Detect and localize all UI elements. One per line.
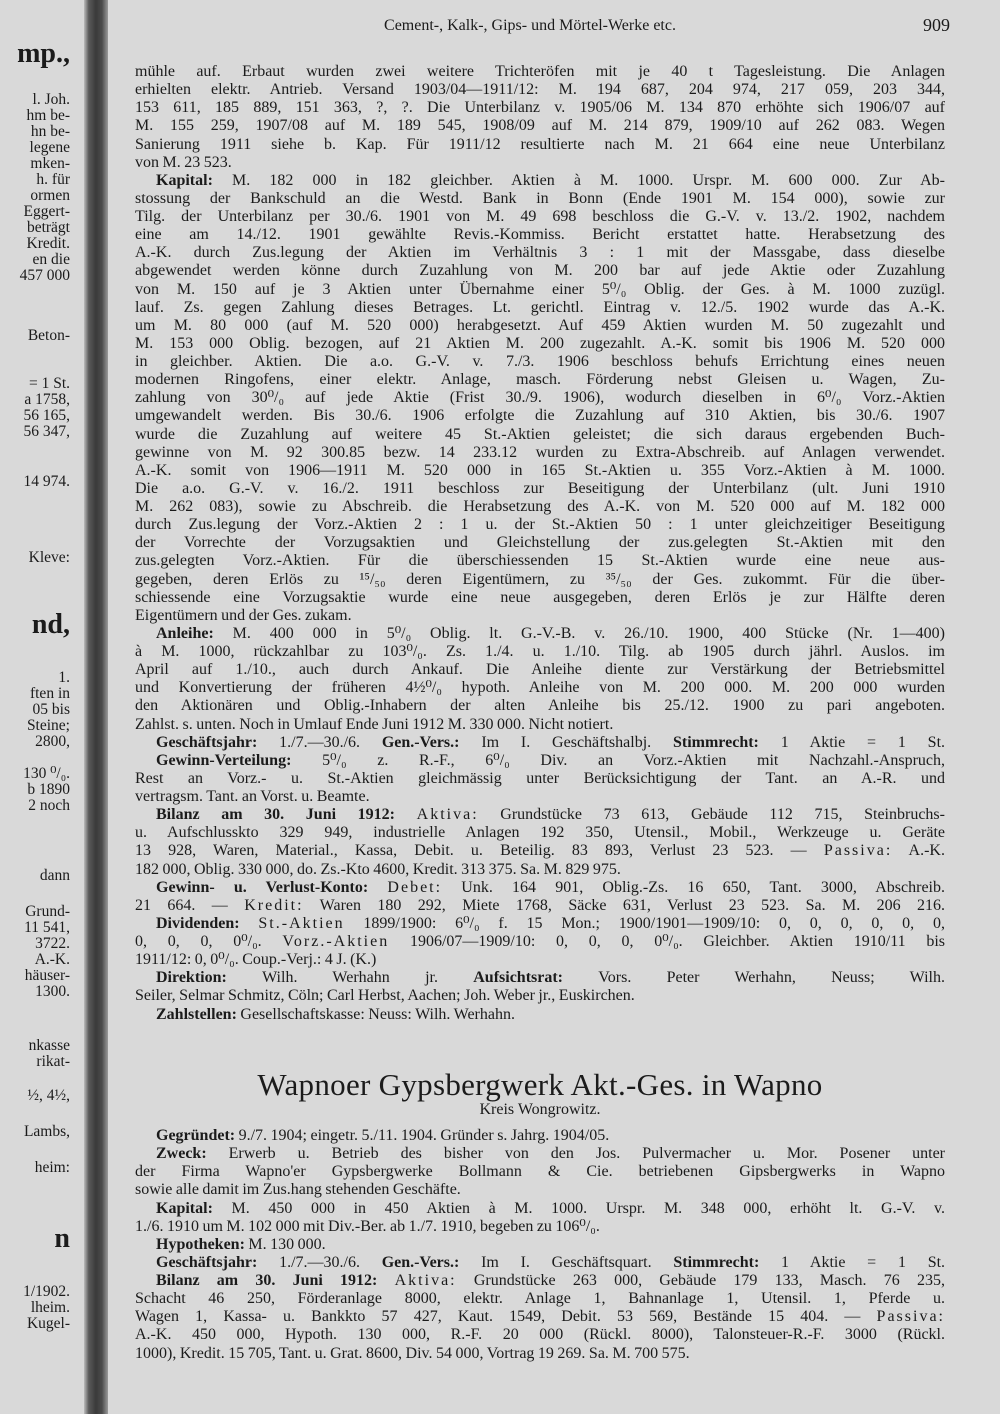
text-line: [135, 716, 945, 734]
fragment-text: = 1 St.: [28, 375, 70, 392]
fragment-text: Grund-: [25, 903, 70, 920]
section-label: Anleihe:: [156, 624, 233, 642]
body-text: sowie alle damit im Zus.hang stehenden Geschäfte.: [135, 1181, 461, 1199]
text-line: [135, 806, 945, 824]
body-text: Unk. 164 901, Oblig.-Zs. 16 650, Tant. 3000, Abschreib.: [442, 878, 945, 896]
text-line: [135, 951, 945, 969]
body-text: Waren 180 292, Miete 1768, Säcke 631, Verlust 23 523. Sa. M. 206 216.: [303, 896, 945, 914]
text-line: [135, 226, 945, 244]
running-header: Cement-, Kalk-, Gips- und Mörtel-Werke etc.: [384, 17, 676, 34]
text-line: [135, 262, 945, 280]
fragment-text: mp.,: [17, 38, 70, 69]
text-line: [135, 244, 945, 262]
body-text: und Konvertierung der früheren 4½⁰/₀ hypoth. Anleihe von M. 200 000. M. 200 000 wurden: [135, 679, 945, 697]
body-text: 13 928, Waren, Material., Kassa, Debit. u. Beteilig. 83 893, Verlust 23 523. —: [135, 842, 824, 860]
fragment-text: Kleve:: [28, 549, 70, 566]
text-line: [135, 190, 945, 208]
spaced-label: Passiva:: [876, 1308, 945, 1326]
fragment-text: heim:: [34, 1159, 70, 1176]
body-text: mühle auf. Erbaut wurden zwei weitere Trichteröfen mit je 40 t Tagesleistung. Die Anlagen: [135, 63, 945, 80]
body-text: Im I. Geschäftshalbj.: [481, 733, 673, 751]
text-line: [135, 1127, 945, 1145]
fragment-text: A.-K.: [34, 951, 70, 968]
text-line: [135, 136, 945, 154]
section-label: Gen.-Vers.:: [381, 1253, 482, 1271]
body-text: 5⁰/₀ z. R.-F., 6⁰/₀ Div. an Vorz.-Aktien mit Nachzahl.-Anspruch,: [322, 751, 945, 769]
body-text: um M. 80 000 (auf M. 520 000) herabgesetzt. Auf 459 Aktien wurden M. 50 zugezahlt und: [135, 316, 945, 334]
body-text: vertragsm. Tant. an Vorst. u. Beamte.: [135, 788, 370, 805]
book-binding-gutter: [84, 0, 108, 1414]
text-line: [135, 1181, 945, 1199]
body-text: Zahlst. s. unten. Noch in Umlauf Ende Juni 1912 M. 330 000. Nicht notiert.: [135, 715, 614, 733]
body-text: Grundstücke 263 000, Gebäude 179 133, Masch. 76 235,: [456, 1272, 945, 1289]
text-line: [135, 571, 945, 589]
section-label: Kapital:: [156, 171, 233, 189]
fragment-text: legene: [29, 139, 70, 156]
section-label: Kapital:: [156, 1199, 232, 1217]
body-text: schiessende eine Vorzugsaktie wurde eine neue ausgegeben, deren Erlös je zur Hälfte deren: [135, 588, 945, 606]
fragment-text: b 1890: [27, 781, 70, 798]
body-text: wurde die Zuzahlung auf weitere 45 St.-Aktien geleistet; die sich daraus ergebenden Buch-: [135, 425, 945, 443]
section-label: Zweck:: [156, 1145, 229, 1163]
section-label: Direktion:: [156, 969, 263, 987]
text-line: [135, 824, 945, 842]
text-line: [135, 498, 945, 516]
fragment-text: l. Joh.: [32, 91, 70, 108]
fragment-text: 457 000: [19, 267, 70, 284]
section-label: Gewinn-Verteilung:: [156, 751, 323, 769]
fragment-text: rikat-: [36, 1053, 70, 1070]
page-number: 909: [923, 15, 950, 35]
text-line: [135, 969, 945, 987]
body-text: 1899/1900: 6⁰/₀ f. 15 Mon.; 1900/1901—1909/10: 0, 0, 0, 0, 0, 0,: [344, 914, 945, 932]
text-line: [135, 589, 945, 607]
section-label: Stimmrecht:: [672, 733, 781, 751]
body-text: Rest an Vorz.- u. St.-Aktien gleichmässig unter Berücksichtigung der Tant. an A.-R. und: [135, 769, 945, 787]
fragment-text: a 1758,: [24, 391, 70, 408]
text-line: [135, 1163, 945, 1181]
body-text: stossung der Bankschuld an die Westd. Bank in Bonn (Ende 1901 M. 154 000), sowie zur: [135, 189, 945, 207]
text-line: [135, 1218, 945, 1236]
fragment-text: Eggert-: [23, 203, 70, 220]
text-line: [135, 1145, 945, 1163]
body-text: in gleichber. Aktien. Die a.o. G.-V. v. 7./3. 1906 beschloss behufs Errichtung eines neuen: [135, 353, 945, 370]
body-text: Seiler, Selmar Schmitz, Cöln; Carl Herbst, Aachen; Joh. Weber jr., Euskirchen.: [135, 987, 635, 1005]
body-text: zus.gelegten Vorz.-Aktien. Für die überschiessenden 15 St.-Aktien wurde eine neue aus-: [135, 552, 945, 570]
spaced-label: Debet:: [387, 878, 443, 896]
text-line: [135, 643, 945, 661]
text-line: [135, 842, 945, 860]
fragment-text: ften in: [29, 685, 70, 702]
spaced-label: Aktiva:: [416, 806, 479, 824]
body-text: gegeben, deren Erlös zu ¹⁵/₅₀ deren Eigentümern, zu ³⁵/₅₀ der Ges. zukommt. Für die über-: [135, 570, 945, 588]
text-line: [135, 1290, 945, 1308]
body-text: M. 155 259, 1907/08 auf M. 189 545, 1908/09 auf M. 214 879, 1909/10 auf 262 083. Wegen: [135, 117, 945, 135]
fragment-text: ½, 4½,: [27, 1087, 70, 1104]
body-text: gewinne von M. 92 300.85 bezw. 14 233.12 wurden zu Extra-Abschreib. auf Anlagen verwendet.: [135, 443, 945, 461]
text-line: [135, 1254, 945, 1272]
body-text: M. 130 000.: [248, 1235, 326, 1253]
text-line: [135, 208, 945, 226]
body-text: Eigentümern und der Ges. zukam.: [135, 606, 352, 624]
body-text: M. 182 000 in 182 gleichber. Aktien à M. 1000. Urspr. M. 600 000. Zur Ab-: [232, 171, 945, 189]
spaced-label: Aktiva:: [394, 1272, 457, 1289]
fragment-text: 2800,: [35, 733, 70, 750]
fragment-text: 1/1902.: [23, 1283, 70, 1300]
text-line: [135, 1006, 945, 1024]
text-line: [135, 552, 945, 570]
text-line: [135, 407, 945, 425]
section-label: Bilanz am 30. Juni 1912:: [156, 1272, 395, 1289]
company-entry-werhahn: [135, 63, 945, 1024]
text-line: [135, 281, 945, 299]
fragment-text: Kredit.: [26, 235, 70, 252]
adjacent-page-fragment: [0, 0, 70, 1414]
fragment-text: 1.: [58, 669, 70, 686]
fragment-text: dann: [39, 867, 70, 884]
fragment-text: beträgt: [26, 219, 70, 236]
spaced-label: Passiva:: [823, 842, 893, 860]
text-line: [135, 734, 945, 752]
section-label: Dividenden:: [156, 914, 259, 932]
fragment-text: ormen: [30, 187, 70, 204]
fragment-text: 130 ⁰/₀.: [23, 765, 70, 782]
text-line: [135, 697, 945, 715]
fragment-text: 3722.: [35, 935, 70, 952]
text-line: [135, 299, 945, 317]
section-label: Stimmrecht:: [673, 1253, 782, 1271]
body-text: 0, 0, 0, 0⁰/₀.: [135, 933, 283, 950]
section-label: Geschäftsjahr:: [156, 733, 280, 751]
text-line: [135, 335, 945, 353]
fragment-text: 11 541,: [24, 919, 70, 936]
text-line: [135, 879, 945, 897]
body-text: 21 664. —: [135, 896, 245, 914]
fragment-text: lheim.: [30, 1299, 70, 1316]
fragment-text: häuser-: [24, 967, 70, 984]
body-text: der Vorrechte der Vorzugsaktien und Gleichstellung der zus.gelegten St.-Aktien mit den: [135, 534, 945, 552]
body-text: von M. 150 auf je 3 Aktien unter Übernahme einer 5⁰/₀ Oblig. der Ges. à M. 1000 zuzügl.: [135, 280, 945, 298]
fragment-text: 56 165,: [23, 407, 70, 424]
body-text: Im I. Geschäftsquart.: [481, 1253, 674, 1271]
text-line: [135, 752, 945, 770]
body-text: eine am 14./12. 1901 gewählte Revis.-Kommiss. Bericht erstattet hatte. Herabsetzung des: [135, 226, 945, 244]
text-line: [135, 1308, 945, 1326]
body-text: 9./7. 1904; eingetr. 5./11. 1904. Gründer s. Jahrg. 1904/05.: [238, 1127, 610, 1144]
fragment-text: n: [54, 1223, 70, 1254]
text-line: [135, 81, 945, 99]
body-text: Wagen 1, Kassa- u. Bankkto 57 427, Kaut. 1549, Debit. 53 569, Bestände 15 404. —: [135, 1308, 877, 1326]
text-line: [135, 1236, 945, 1254]
body-text: Grundstücke 73 613, Gebäude 112 715, Steinbruchs-: [478, 806, 945, 824]
section-label: Gen.-Vers.:: [381, 733, 482, 751]
body-text: A.-K. somit von 1906—1911 M. 520 000 in 165 St.-Aktien u. 355 Vorz.-Aktien à M. 1000.: [135, 461, 945, 479]
text-line: [135, 933, 945, 951]
section-label: Gegründet:: [156, 1127, 239, 1144]
fragment-text: mken-: [30, 155, 70, 172]
section-label: Zahlstellen:: [156, 1005, 241, 1023]
body-text: Erwerb u. Betrieb des bisher von den Jos. Pulvermacher u. Mor. Posener unter: [228, 1145, 945, 1163]
text-line: [135, 987, 945, 1005]
section-label: Geschäftsjahr:: [156, 1253, 280, 1271]
body-text: modernen Ringofens, einer elektr. Anlage, masch. Förderung nebst Gleisen u. Wagen, Zu-: [135, 371, 945, 389]
body-text: 1 Aktie = 1 St.: [781, 1253, 945, 1271]
section-label: Aufsichtsrat:: [473, 969, 599, 987]
text-line: [135, 1200, 945, 1218]
text-line: [135, 426, 945, 444]
body-text: A.-K. 450 000, Hypoth. 130 000, R.-F. 20 000 (Rückl. 8000), Talonsteuer-R.-F. 3000 (Rückl.: [135, 1326, 945, 1344]
body-text: u. Aufschlusskto 329 949, industrielle Anlagen 192 350, Utensil., Mobil., Werkzeuge u. Geräte: [135, 824, 945, 842]
text-line: [135, 389, 945, 407]
fragment-text: 14 974.: [23, 473, 70, 490]
fragment-text: Lambs,: [23, 1123, 70, 1140]
body-text: 1./7.—30./6.: [279, 1253, 382, 1271]
body-text: à M. 1000, rückzahlbar zu 103⁰/₀. Zs. 1./4. u. 1./10. Tilg. ab 1905 durch jährl. Auslos. im: [135, 643, 945, 660]
fragment-text: Kugel-: [26, 1315, 70, 1332]
text-line: [135, 480, 945, 498]
text-line: [135, 897, 945, 915]
body-text: 1./6. 1910 um M. 102 000 mit Div.-Ber. ab 1./7. 1910, begeben zu 106⁰/₀.: [135, 1217, 600, 1235]
text-line: [135, 154, 945, 172]
body-text: Die a.o. G.-V. v. 16./2. 1911 beschloss zur Beseitigung der Unterbilanz (ult. Juni 1910: [135, 479, 945, 497]
text-line: [135, 516, 945, 534]
body-text: umgewandelt werden. Bis 30./6. 1906 erfolgte die Zuzahlung auf 310 Aktien, bis 30./6. 1907: [135, 407, 945, 425]
body-text: 182 000, Oblig. 330 000, do. Zs.-Kto 4600, Kredit. 313 375. Sa. M. 829 975.: [135, 860, 621, 878]
fragment-text: en die: [32, 251, 70, 268]
body-text: der Firma Wapno'er Gypsbergwerke Bollmann & Cie. betriebenen Gipsbergwerks in Wapno: [135, 1163, 945, 1181]
text-line: [135, 915, 945, 933]
body-text: 1911/12: 0, 0⁰/₀. Coup.-Verj.: 4 J. (K.): [135, 951, 377, 969]
fragment-text: hm be-: [26, 107, 70, 124]
body-text: 153 611, 185 889, 151 363, ?, ?. Die Unterbilanz v. 1905/06 M. 134 870 erhöhte sich 1906/07 auf: [135, 99, 945, 117]
text-line: [135, 861, 945, 879]
fragment-text: 1300.: [35, 983, 70, 1000]
text-line: [135, 117, 945, 135]
body-text: Tilg. der Unterbilanz per 30./6. 1901 von M. 49 698 beschloss die G.-V. v. 13./2. 1902, nachdem: [135, 208, 945, 225]
body-text: A.-K.: [892, 842, 945, 860]
company-subtitle: Kreis Wongrowitz.: [479, 1101, 601, 1118]
body-text: zahlung von 30⁰/₀ auf jede Aktie (Frist 30./9. 1906), wodurch dieselben in 6⁰/₀ Vorz.-Aktien: [135, 389, 945, 407]
body-text: von M. 23 523.: [135, 153, 232, 171]
spaced-label: Kredit:: [244, 896, 304, 914]
body-text: lauf. Zs. gegen Zahlung dieses Betrages. Lt. gerichtl. Eintrag v. 12./5. 1902 wurde das A.-K.: [135, 298, 945, 316]
body-text: Vors. Peter Werhahn, Neuss; Wilh.: [598, 969, 945, 987]
text-line: [135, 99, 945, 117]
fragment-text: Beton-: [27, 327, 70, 344]
text-line: [135, 462, 945, 480]
body-text: April auf 1./10., auch durch Ankauf. Die Anleihe diente zur Verstärkung der Betriebsmittel: [135, 661, 945, 679]
body-text: Schacht 46 250, Förderanlage 8000, elektr. Anlage 1, Bahnanlage 1, Utensil. 1, Pferde u.: [135, 1290, 945, 1308]
text-line: [135, 661, 945, 679]
text-line: [135, 317, 945, 335]
text-line: [135, 172, 945, 190]
company-title: Wapnoer Gypsbergwerk Akt.-Ges. in Wapno: [257, 1067, 823, 1102]
body-text: M. 450 000 in 450 Aktien à M. 1000. Urspr. M. 348 000, erhöht lt. G.-V. v.: [231, 1199, 945, 1217]
section-label: Bilanz am 30. Juni 1912:: [156, 806, 417, 824]
fragment-text: 56 347,: [23, 423, 70, 440]
body-text: erhielten elektr. Antrieb. Versand 1903/04—1911/12: M. 194 687, 204 974, 217 059, 203 344,: [135, 81, 945, 99]
text-line: [135, 534, 945, 552]
text-line: [135, 770, 945, 788]
body-text: M. 262 083), sowie zu Abschreib. die Herabsetzung des A.-K. von M. 520 000 auf M. 182 000: [135, 498, 945, 515]
body-text: Sanierung 1911 siehe b. Kap. Für 1911/12 resultierte nach M. 21 664 eine neue Unterbilanz: [135, 135, 945, 153]
text-line: [135, 63, 945, 81]
section-label: Gewinn- u. Verlust-Konto:: [156, 878, 388, 896]
text-line: [135, 444, 945, 462]
text-line: [135, 371, 945, 389]
body-text: 1./7.—30./6.: [279, 733, 382, 751]
text-line: [135, 607, 945, 625]
body-text: A.-K. durch Zus.legung der Aktien im Verhältnis 3 : 1 mit der Massgabe, dass dieselbe: [135, 244, 945, 262]
text-line: [135, 679, 945, 697]
fragment-text: nkasse: [28, 1037, 70, 1054]
body-text: abgewendet werden könne durch Zuzahlung von M. 200 bar auf jede Aktie oder Zuzahlung: [135, 262, 945, 280]
fragment-text: hn be-: [30, 123, 70, 140]
text-line: [135, 1345, 945, 1363]
section-label: Hypotheken:: [156, 1235, 249, 1253]
body-text: 1000), Kredit. 15 705, Tant. u. Grat. 8600, Div. 54 000, Vortrag 19 269. Sa. M. 700 575.: [135, 1344, 690, 1362]
body-text: 1906/07—1909/10: 0, 0, 0, 0⁰/₀. Gleichber. Aktien 1910/11 bis: [389, 933, 945, 950]
spaced-label: Vorz.-Aktien: [282, 933, 390, 950]
body-text: den Aktionären und Oblig.-Inhabern der alten Anleihe bis 25./12. 1900 zu pari angeboten.: [135, 697, 945, 715]
company-entry-wapno: [135, 1127, 945, 1363]
body-text: 1 Aktie = 1 St.: [780, 733, 945, 751]
body-text: Gesellschaftskasse: Neuss: Wilh. Werhahn.: [240, 1005, 515, 1023]
body-text: Wilh. Werhahn jr.: [262, 969, 474, 987]
fragment-text: h. für: [36, 171, 70, 188]
fragment-text: 2 noch: [28, 797, 70, 814]
fragment-text: Steine;: [26, 717, 70, 734]
body-text: M. 400 000 in 5⁰/₀ Oblig. lt. G.-V.-B. v. 26./10. 1900, 400 Stücke (Nr. 1—400): [232, 624, 945, 642]
text-line: [135, 788, 945, 806]
fragment-text: nd,: [31, 609, 70, 640]
spaced-label: St.-Aktien: [258, 914, 345, 932]
text-line: [135, 353, 945, 371]
text-line: [135, 625, 945, 643]
fragment-text: 05 bis: [32, 701, 70, 718]
text-line: [135, 1326, 945, 1344]
body-text: M. 153 000 Oblig. bezogen, auf 21 Aktien M. 200 zugezahlt. A.-K. somit bis 1906 M. 520 000: [135, 334, 945, 352]
body-text: durch Zus.legung der Vorz.-Aktien 2 : 1 u. der St.-Aktien 50 : 1 unter gleichzeitiger Beseitigung: [135, 516, 945, 534]
text-line: [135, 1272, 945, 1290]
